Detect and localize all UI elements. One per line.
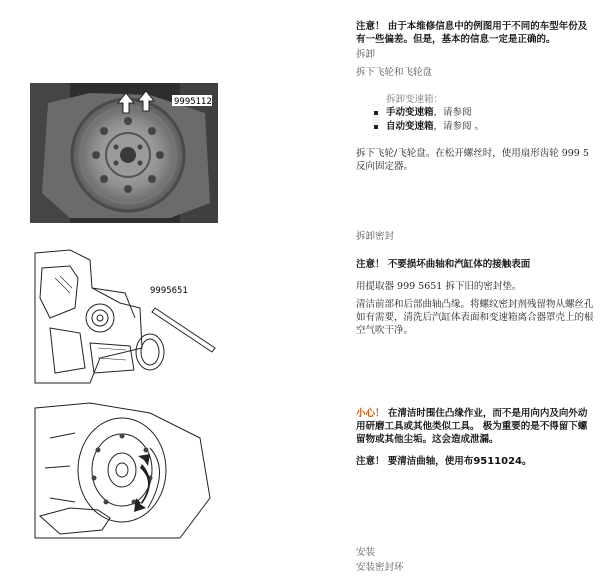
notice-line-1: 注意！ 由于本维修信息中的例图用于不同的车型年份及 [356, 21, 588, 32]
caution-line-3: 留物或其他尘垢。这会造成泄漏。 [356, 434, 499, 445]
caution-word: 小心！ [356, 408, 385, 419]
crank-clean-part[interactable]: 9511024 [473, 456, 523, 467]
gearbox-item-automatic [374, 120, 484, 133]
cleaning-line-2: 如有需要，清洗后汽缸体表面和变速箱离合器罩壳上的根 [356, 312, 594, 323]
crank-clean-prefix: 注意！ 要清洁曲轴，使用布 [356, 456, 474, 467]
step-install-seal: 安装密封环 [356, 562, 404, 573]
bullet-icon [374, 111, 378, 115]
flywheel-tool-label: 9995112 [174, 97, 212, 107]
gearbox-item-manual [374, 106, 472, 119]
flywheel-photo [30, 83, 218, 223]
flywheel-instruction-line-1: 拆下飞轮/飞轮盘。在松开螺丝时，使用扇形齿轮 999 5 [356, 148, 589, 159]
bullet-icon [374, 125, 378, 129]
flywheel-photo-drawing [30, 83, 218, 223]
seal-extractor-drawing-svg [30, 248, 220, 388]
gearbox-item-label: 自动变速箱 [386, 121, 434, 132]
section-remove-seal: 拆卸密封 [356, 231, 395, 242]
caution-text: 在清洁时围住凸缘作业，而不是用向内及向外动 [384, 408, 588, 419]
extractor-tool-label: 9995651 [150, 286, 188, 296]
flywheel-instruction-line-2: 反向固定器。 [356, 161, 414, 172]
cleaning-line-3: 空气吹干净。 [356, 325, 414, 336]
flange-cleaning-drawing [30, 398, 220, 543]
notice-line-2: 有一些偏差。但是，基本的信息一定是正确的。 [356, 34, 556, 45]
step-remove-flywheel: 拆下飞轮和飞轮盘 [356, 67, 433, 78]
step-extract-seal: 用提取器 999 5651 拆下旧的密封垫。 [356, 281, 522, 292]
cleaning-line-1: 清洁前部和后部曲轴凸缘。将螺纹密封剂残留物从螺丝孔 [356, 299, 594, 310]
crank-clean-note [356, 455, 532, 468]
section-remove: 拆卸 [356, 49, 376, 60]
warning-contact-surface: 注意！ 不要损坏曲轴和汽缸体的接触表面 [356, 259, 531, 270]
caution-line-2: 用研磨工具或其他类似工具。 极为重要的是不得留下螺 [356, 421, 588, 432]
caution-line-1 [356, 407, 587, 420]
crank-clean-suffix: 。 [522, 456, 532, 467]
flange-cleaning-drawing-svg [30, 398, 220, 543]
section-install: 安装 [356, 547, 376, 558]
gearbox-heading: 拆卸变速箱： [386, 94, 444, 105]
gearbox-item-suffix[interactable]: ，请参阅 [433, 107, 472, 118]
gearbox-item-suffix[interactable]: ，请参阅 。 [433, 121, 485, 132]
seal-extractor-drawing [30, 248, 220, 388]
gearbox-item-label: 手动变速箱 [386, 107, 434, 118]
